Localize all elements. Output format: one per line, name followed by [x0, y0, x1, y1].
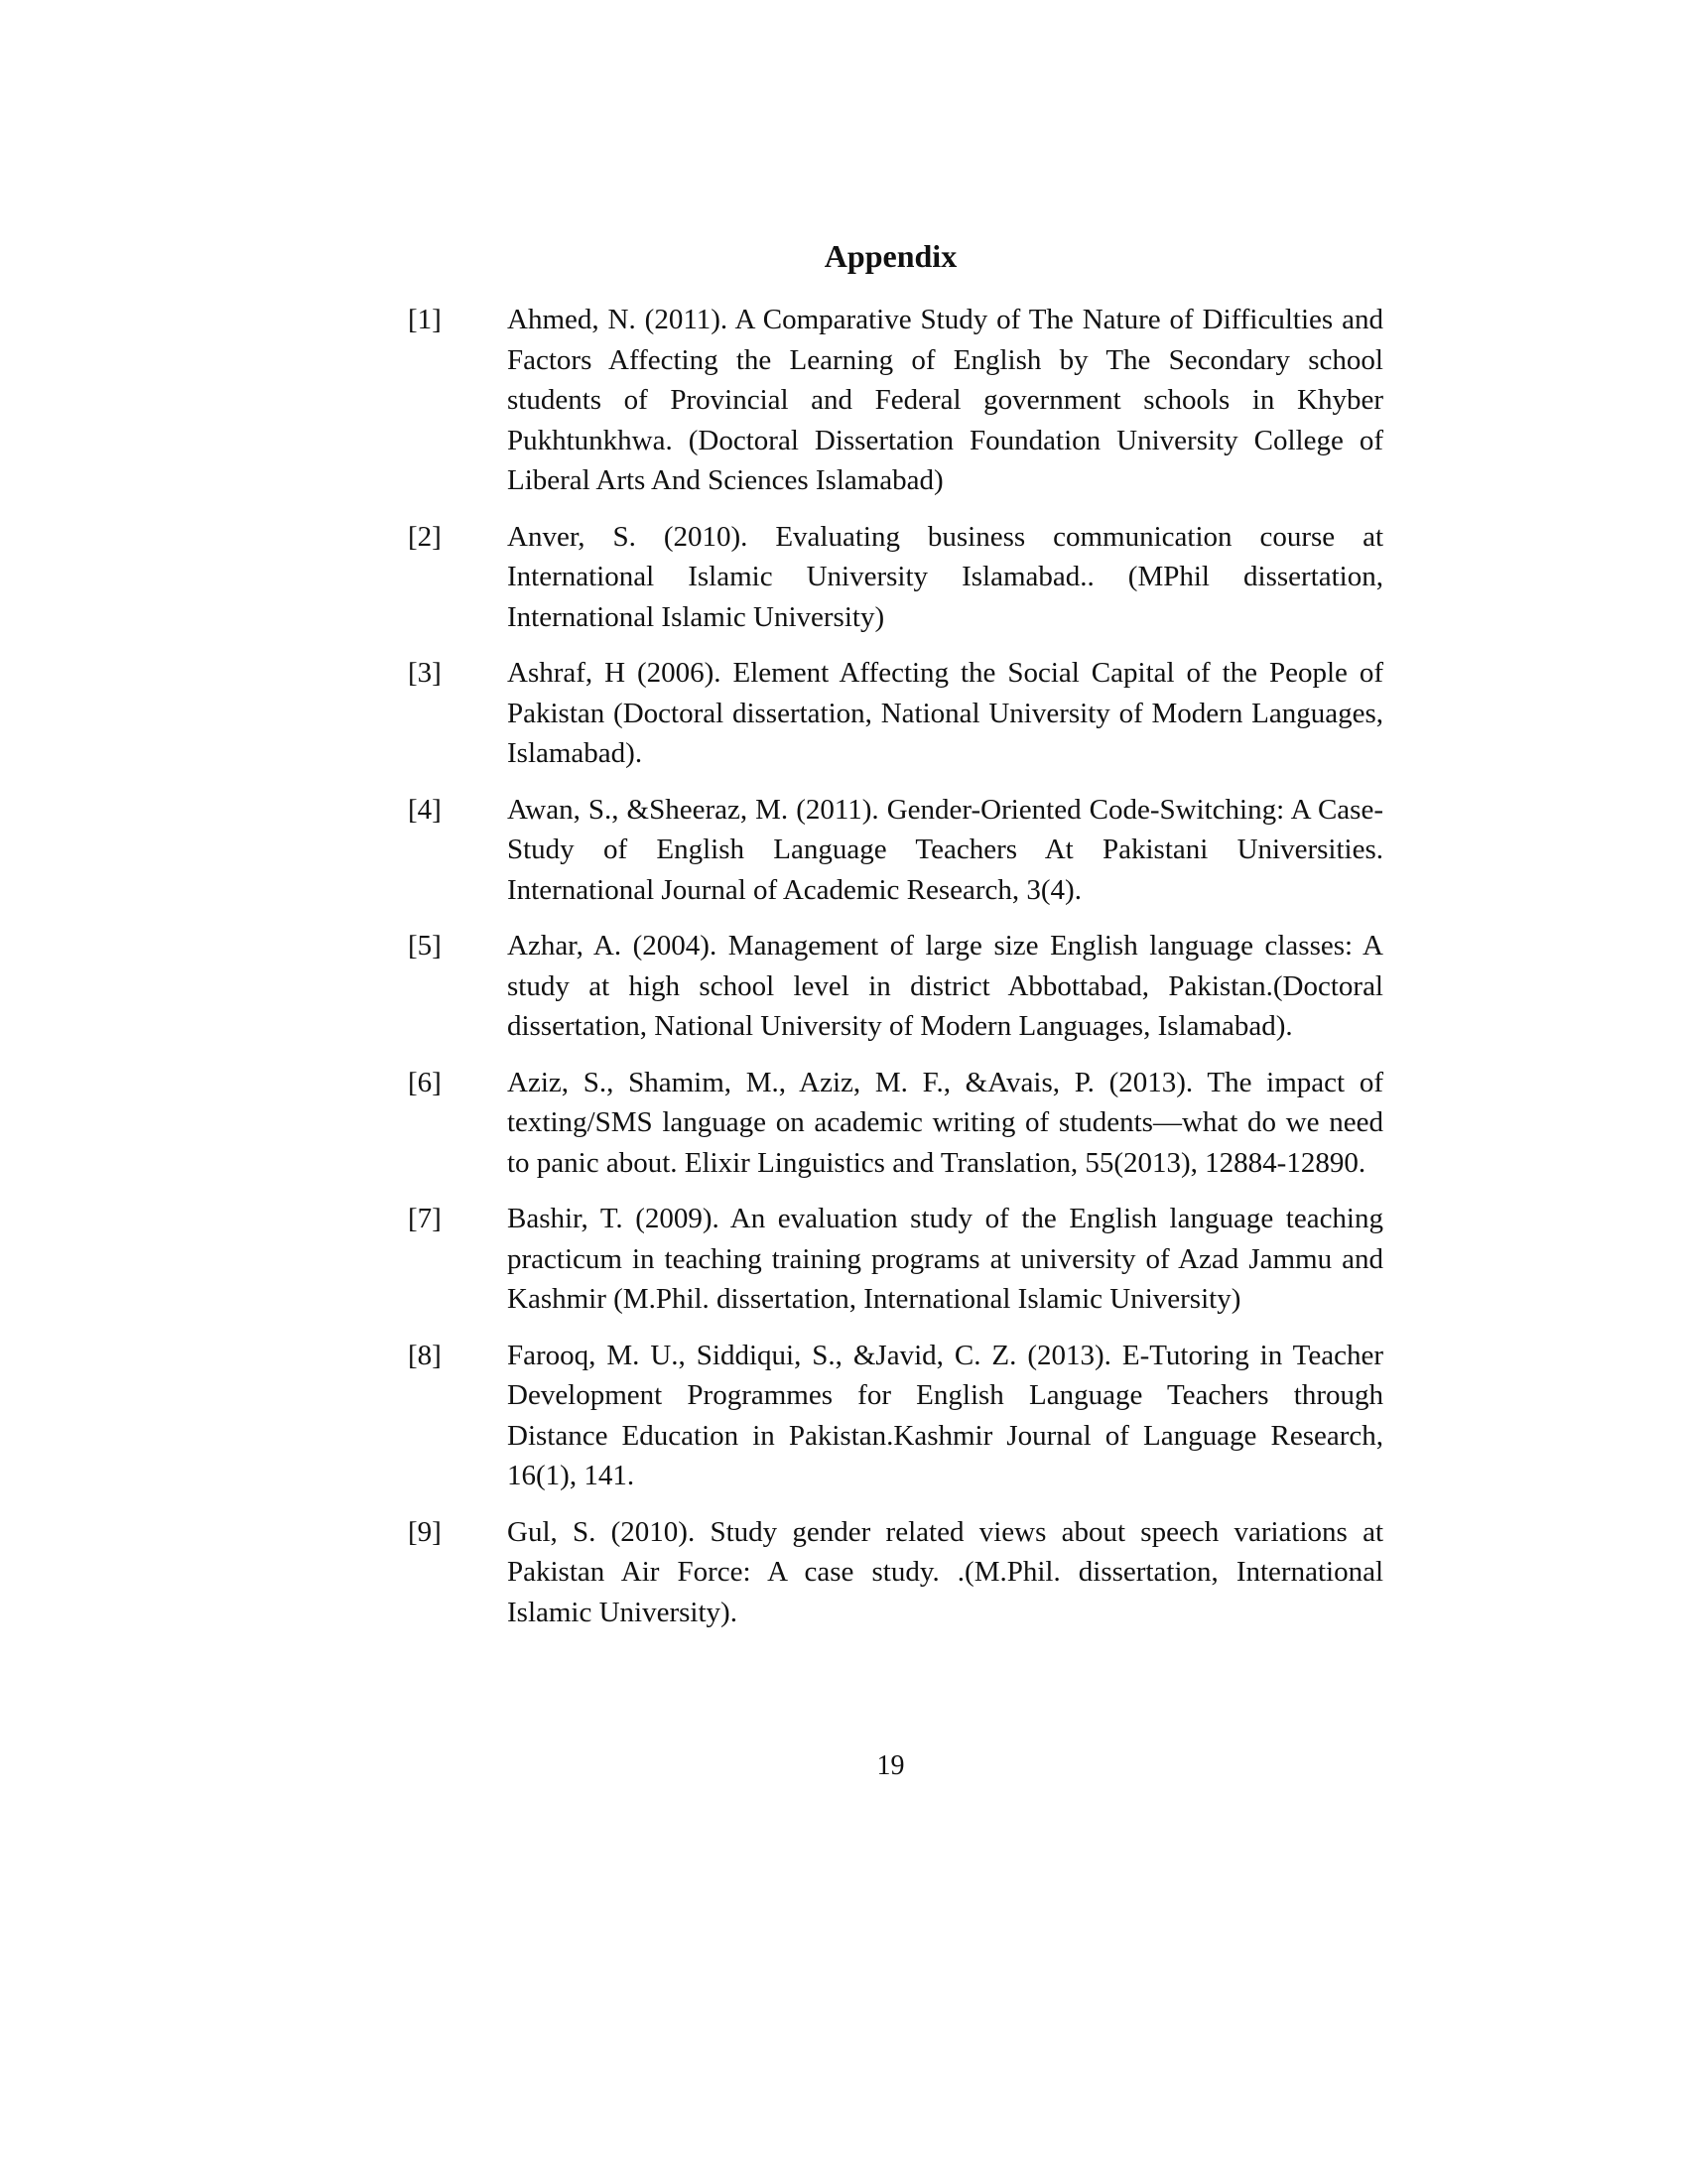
reference-item — [408, 1512, 1383, 1633]
reference-number: [5] — [408, 930, 442, 962]
reference-item — [408, 1199, 1383, 1320]
reference-item — [408, 1336, 1383, 1496]
reference-text: Gul, S. (2010). Study gender related views about speech variations at Pakistan Air Force: A case study. .(M.Phil. dissertation, International Islamic University). — [507, 1515, 1383, 1628]
reference-number: [3] — [408, 657, 442, 689]
reference-number: [8] — [408, 1339, 442, 1371]
reference-number: [9] — [408, 1515, 442, 1548]
reference-text: Aziz, S., Shamim, M., Aziz, M. F., &Avais, P. (2013). The impact of texting/SMS language on academic writing of students—what do we need to panic about. Elixir Linguistics and Translation, 55(2013), 12884-12890. — [507, 1066, 1383, 1179]
reference-item — [408, 517, 1383, 638]
reference-text: Bashir, T. (2009). An evaluation study of the English language teaching practicum in teaching training programs at university of Azad Jammu and Kashmir (M.Phil. dissertation, International Islamic University) — [507, 1203, 1383, 1315]
reference-text: Ahmed, N. (2011). A Comparative Study of The Nature of Difficulties and Factors Affecting the Learning of English by The Secondary school students of Provincial and Federal government schools in Khyber Pukhtunkhwa. (Doctoral Dissertation Foundation University College of Liberal Arts And Sciences Islamabad) — [507, 304, 1383, 496]
reference-text: Azhar, A. (2004). Management of large size English language classes: A study at high school level in district Abbottabad, Pakistan.(Doctoral dissertation, National University of Modern Languages, Islamabad). — [507, 930, 1383, 1042]
reference-text: Anver, S. (2010). Evaluating business communication course at International Islamic University Islamabad.. (MPhil dissertation, International Islamic University) — [507, 520, 1383, 633]
reference-number: [7] — [408, 1203, 442, 1234]
reference-number: [4] — [408, 793, 442, 826]
reference-number: [6] — [408, 1066, 442, 1098]
page-title: Appendix — [824, 238, 958, 274]
reference-number: [1] — [408, 304, 442, 335]
reference-text: Awan, S., &Sheeraz, M. (2011). Gender-Oriented Code-Switching: A Case-Study of English Language Teachers At Pakistani Universities. International Journal of Academic Research, 3(4). — [507, 793, 1383, 906]
reference-text: Ashraf, H (2006). Element Affecting the Social Capital of the People of Pakistan (Doctoral dissertation, National University of Modern Languages, Islamabad). — [507, 657, 1383, 769]
page-number: 19 — [876, 1750, 905, 1781]
reference-list — [408, 300, 1383, 1648]
reference-item — [408, 790, 1383, 911]
reference-item — [408, 926, 1383, 1047]
reference-number: [2] — [408, 520, 442, 553]
reference-text: Farooq, M. U., Siddiqui, S., &Javid, C. Z. (2013). E-Tutoring in Teacher Development Programmes for English Language Teachers through Distance Education in Pakistan.Kashmir Journal of Language Research, 16(1), 141. — [507, 1339, 1383, 1491]
reference-item — [408, 1063, 1383, 1184]
reference-item — [408, 300, 1383, 501]
reference-item — [408, 653, 1383, 774]
